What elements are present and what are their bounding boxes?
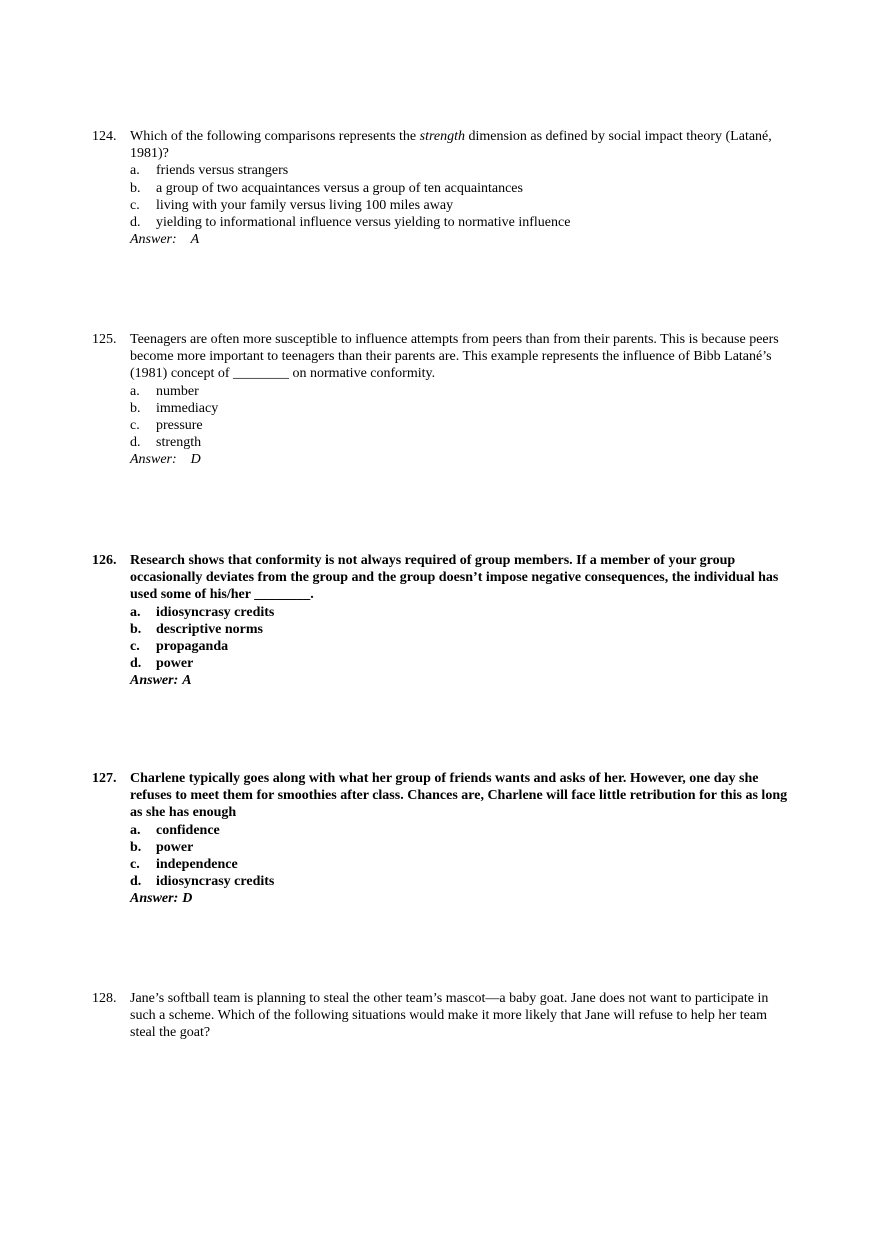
option-d — [92, 434, 792, 451]
answer-value: D — [190, 452, 201, 468]
option-d — [92, 655, 792, 672]
option-text: yielding to informational influence versus yielding to normative influence — [156, 215, 571, 231]
answer-line — [92, 672, 792, 689]
option-c — [92, 856, 792, 873]
option-text: pressure — [156, 418, 203, 434]
question-text: Research shows that conformity is not always required of group members. If a member of your group occasionally deviates from the group and the group doesn’t impose negative consequences, the individual has used some of his/her ________. — [130, 553, 779, 603]
option-letter: a. — [130, 604, 141, 620]
option-text: power — [156, 839, 194, 855]
option-a — [92, 162, 792, 179]
option-c — [92, 638, 792, 655]
option-letter: a. — [130, 822, 141, 838]
option-text: immediacy — [156, 400, 219, 416]
option-text: idiosyncrasy credits — [156, 874, 275, 890]
question-number: 126. — [92, 553, 117, 568]
question-text-emphasis: strength — [419, 129, 466, 144]
question-stem — [92, 552, 792, 604]
option-letter: c. — [130, 639, 140, 655]
question-stem — [92, 770, 792, 822]
answer-options — [92, 162, 792, 231]
question-text: Jane’s softball team is planning to steal the other team’s mascot—a baby goat. Jane does not want to participate in such a scheme. Which of the following situations would make it more likely that Jane will refuse to help her team steal the goat? — [130, 991, 769, 1041]
question-number: 128. — [92, 991, 117, 1006]
question-128 — [92, 990, 792, 1042]
option-d — [92, 873, 792, 890]
option-text: power — [156, 656, 194, 672]
option-letter: b. — [130, 180, 141, 196]
question-stem — [92, 990, 792, 1042]
option-letter: b. — [130, 839, 142, 855]
question-124 — [92, 128, 792, 248]
option-d — [92, 214, 792, 231]
answer-label: Answer: — [130, 891, 179, 907]
question-number: 125. — [92, 332, 117, 347]
option-letter: b. — [130, 621, 142, 637]
question-text — [130, 129, 772, 161]
answer-options — [92, 604, 792, 673]
option-b — [92, 180, 792, 197]
question-125 — [92, 331, 792, 469]
option-letter: d. — [130, 435, 141, 451]
question-text-part: dimension as defined by social impact theory (Latané, 1981)? — [130, 129, 772, 162]
answer-label: Answer: — [130, 232, 177, 248]
option-text: confidence — [156, 822, 220, 838]
question-text: Charlene typically goes along with what her group of friends wants and asks of her. However, one day she refuses to meet them for smoothies after class. Chances are, Charlene will face little retribution for this as long as she has enough — [130, 771, 788, 821]
answer-value: A — [182, 673, 192, 689]
question-number: 124. — [92, 129, 117, 144]
question-text-part: Which of the following comparisons represents the — [130, 129, 420, 144]
answer-value: D — [182, 891, 193, 907]
option-a — [92, 822, 792, 839]
option-letter: c. — [130, 418, 140, 434]
answer-label: Answer: — [130, 673, 179, 689]
option-c — [92, 417, 792, 434]
answer-options — [92, 383, 792, 452]
answer-label: Answer: — [130, 452, 177, 468]
answer-value: A — [190, 232, 200, 248]
option-a — [92, 383, 792, 400]
option-letter: c. — [130, 857, 140, 873]
option-letter: a. — [130, 163, 140, 179]
answer-line — [92, 231, 792, 248]
option-text: living with your family versus living 100 miles away — [156, 197, 454, 213]
option-letter: d. — [130, 874, 142, 890]
question-stem — [92, 331, 792, 383]
option-letter: b. — [130, 400, 141, 416]
option-text: descriptive norms — [156, 621, 263, 637]
option-a — [92, 604, 792, 621]
answer-options — [92, 822, 792, 891]
question-127 — [92, 770, 792, 908]
question-126 — [92, 552, 792, 690]
option-text: a group of two acquaintances versus a group of ten acquaintances — [156, 180, 523, 196]
option-c — [92, 197, 792, 214]
answer-line — [92, 890, 792, 907]
option-letter: d. — [130, 656, 142, 672]
option-text: idiosyncrasy credits — [156, 604, 275, 620]
option-b — [92, 400, 792, 417]
answer-line — [92, 451, 792, 468]
question-number: 127. — [92, 771, 117, 786]
option-b — [92, 621, 792, 638]
option-b — [92, 839, 792, 856]
option-letter: a. — [130, 383, 140, 399]
option-text: strength — [156, 435, 202, 451]
question-stem — [92, 128, 792, 162]
question-text: Teenagers are often more susceptible to influence attempts from peers than from their parents. This is because peers become more important to teenagers than their parents are. This example represents the influence of Bibb Latané’s (1981) concept of ________ on normative conformity. — [130, 332, 779, 382]
option-text: independence — [156, 857, 238, 873]
option-text: number — [156, 383, 199, 399]
option-text: propaganda — [156, 639, 229, 655]
option-letter: c. — [130, 197, 140, 213]
option-letter: d. — [130, 215, 141, 231]
option-text: friends versus strangers — [156, 163, 289, 179]
